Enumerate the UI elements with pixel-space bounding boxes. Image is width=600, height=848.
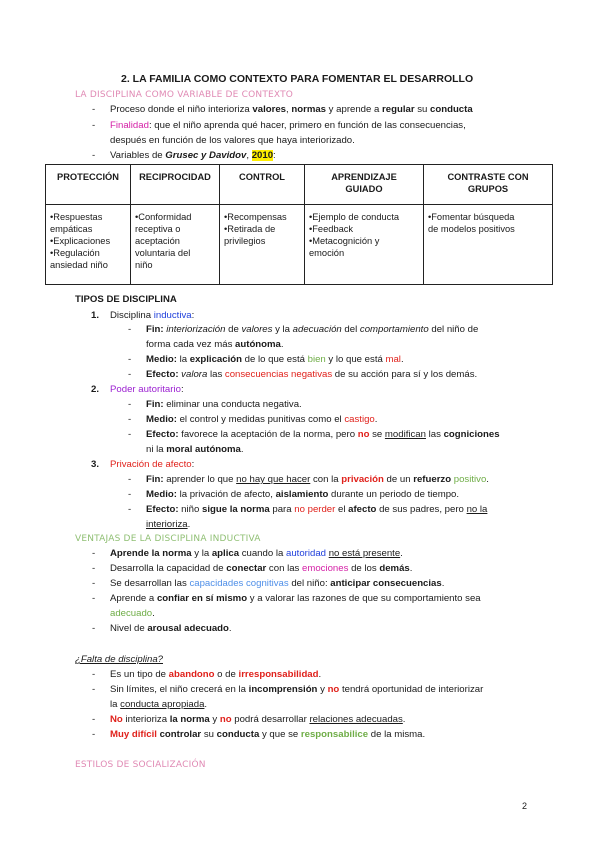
list-number: 2. (91, 384, 100, 395)
dash-bullet: - (128, 489, 132, 500)
privacion-efecto-cont: interioriza. (146, 519, 191, 530)
bullet-finalidad-cont: después en función de los valores que haya interiorizado. (110, 135, 355, 146)
item-privacion: Privación de afecto: (110, 459, 195, 470)
dash-bullet: - (92, 729, 96, 740)
dash-bullet: - (128, 354, 132, 365)
falta-abandono: Es un tipo de abandono o de irresponsabilidad. (110, 669, 322, 680)
dash-bullet: - (128, 414, 132, 425)
header-aprendizaje: APRENDIZAJE GUIADO (305, 165, 424, 205)
cell-reciprocidad: •Conformidad receptiva o aceptación voluntaria del niño (131, 205, 220, 285)
cell-control: •Recompensas •Retirada de privilegios (220, 205, 305, 285)
dash-bullet: - (92, 563, 96, 574)
falta-limites: Sin límites, el niño crecerá en la incomprensión y no tendrá oportunidad de interiorizar (110, 684, 484, 695)
bullet-variables: Variables de Grusec y Davidov, 2010: (110, 150, 276, 161)
dash-bullet: - (92, 578, 96, 589)
cell-aprendizaje: •Ejemplo de conducta •Feedback •Metacognición y emoción (305, 205, 424, 285)
dash-bullet: - (92, 104, 96, 115)
section-heading-estilos: ESTILOS DE SOCIALIZACIÓN (75, 760, 206, 770)
bullet-finalidad: Finalidad: que el niño aprenda qué hacer, primero en función de las consecuencias, (110, 120, 466, 131)
item-inductiva: Disciplina inductiva: (110, 310, 195, 321)
ventaja-cognitivas: Se desarrollan las capacidades cognitivas del niño: anticipar consecuencias. (110, 578, 445, 589)
falta-interioriza: No interioriza la norma y no podrá desarrollar relaciones adecuadas. (110, 714, 406, 725)
ventaja-conectar: Desarrolla la capacidad de conectar con las emociones de los demás. (110, 563, 413, 574)
falta-limites-cont: la conducta apropiada. (110, 699, 208, 710)
falta-dificil: Muy difícil controlar su conducta y que se responsabilice de la misma. (110, 729, 426, 740)
inductiva-efecto: Efecto: valora las consecuencias negativas de su acción para sí y los demás. (146, 369, 478, 380)
cell-proteccion: •Respuestas empáticas •Explicaciones •Regulación ansiedad niño (46, 205, 131, 285)
list-number: 3. (91, 459, 100, 470)
dash-bullet: - (128, 324, 132, 335)
dash-bullet: - (92, 120, 96, 131)
dash-bullet: - (128, 474, 132, 485)
header-contraste: CONTRASTE CON GRUPOS (424, 165, 553, 205)
list-number: 1. (91, 310, 100, 321)
autoritario-medio: Medio: el control y medidas punitivas como el castigo. (146, 414, 378, 425)
header-control: CONTROL (220, 165, 305, 205)
autoritario-fin: Fin: eliminar una conducta negativa. (146, 399, 302, 410)
ventaja-confiar: Aprende a confiar en sí mismo y a valorar las razones de que su comportamiento sea (110, 593, 481, 604)
dash-bullet: - (128, 429, 132, 440)
dash-bullet: - (92, 684, 96, 695)
privacion-efecto: Efecto: niño sigue la norma para no perder el afecto de sus padres, pero no la (146, 504, 488, 515)
bullet-proceso: Proceso donde el niño interioriza valores, normas y aprende a regular su conducta (110, 104, 473, 115)
dash-bullet: - (128, 369, 132, 380)
variables-table (45, 164, 553, 285)
inductiva-medio: Medio: la explicación de lo que está bien y lo que está mal. (146, 354, 404, 365)
privacion-medio: Medio: la privación de afecto, aislamiento durante un periodo de tiempo. (146, 489, 460, 500)
dash-bullet: - (92, 714, 96, 725)
ventaja-arousal: Nivel de arousal adecuado. (110, 623, 232, 634)
heading-falta: ¿Falta de disciplina? (75, 654, 163, 665)
dash-bullet: - (92, 593, 96, 604)
page-title: 2. LA FAMILIA COMO CONTEXTO PARA FOMENTAR EL DESARROLLO (121, 73, 474, 85)
header-proteccion: PROTECCIÓN (46, 165, 131, 205)
dash-bullet: - (92, 669, 96, 680)
item-autoritario: Poder autoritario: (110, 384, 184, 395)
ventaja-confiar-cont: adecuado. (110, 608, 155, 619)
dash-bullet: - (128, 399, 132, 410)
privacion-fin: Fin: aprender lo que no hay que hacer con la privación de un refuerzo positivo. (146, 474, 489, 485)
heading-tipos: TIPOS DE DISCIPLINA (75, 294, 177, 305)
dash-bullet: - (92, 150, 96, 161)
dash-bullet: - (92, 623, 96, 634)
header-reciprocidad: RECIPROCIDAD (131, 165, 220, 205)
section-heading-ventajas: VENTAJAS DE LA DISCIPLINA INDUCTIVA (75, 534, 261, 544)
page-number: 2 (522, 801, 528, 811)
dash-bullet: - (128, 504, 132, 515)
inductiva-fin: Fin: interiorización de valores y la adecuación del comportamiento del niño de (146, 324, 479, 335)
autoritario-efecto-cont: ni la moral autónoma. (146, 444, 244, 455)
ventaja-norma: Aprende la norma y la aplica cuando la autoridad no está presente. (110, 548, 403, 559)
autoritario-efecto: Efecto: favorece la aceptación de la norma, pero no se modifican las cogniciones (146, 429, 500, 440)
inductiva-fin-cont: forma cada vez más autónoma. (146, 339, 284, 350)
cell-contraste: •Fomentar búsqueda de modelos positivos (424, 205, 553, 285)
section-heading-disciplina: LA DISCIPLINA COMO VARIABLE DE CONTEXTO (75, 90, 294, 100)
dash-bullet: - (92, 548, 96, 559)
